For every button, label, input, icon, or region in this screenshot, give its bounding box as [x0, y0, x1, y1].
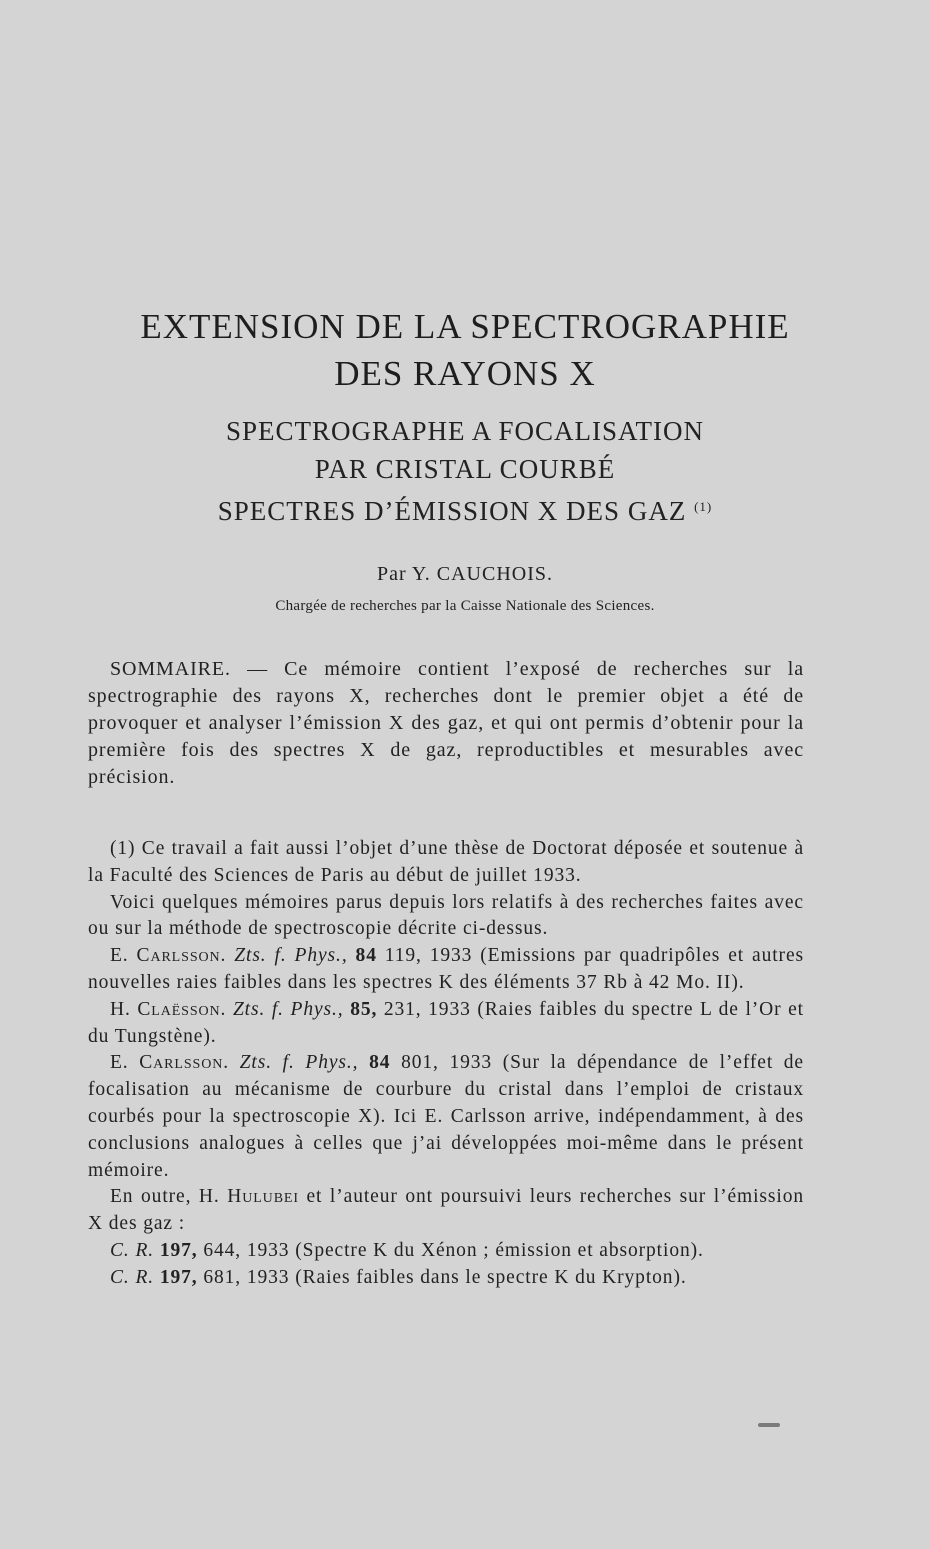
cr-volume: 197, [159, 1239, 198, 1261]
summary-paragraph: SOMMAIRE. — Ce mémoire contient l’exposé de recherches sur la spectrographie des rayons X, recherches dont le premier objet a été de provoquer et analyser l’émission X des gaz, et qui ont permis d’obtenir pour la première fois des spectres X de gaz, reproductibles et mesurables avec précision. [88, 658, 804, 788]
ref-volume: 84 [369, 1052, 391, 1074]
footnote-paragraph-1 [88, 836, 804, 890]
footnote-section [88, 836, 804, 1292]
p3-author: Hulubei [227, 1186, 299, 1208]
ref-details: 801, 1933 (Sur la dépendance de l’effet de focalisation au mécanisme de courbure du cristal dans l’emploi de cristaux courbés pour la spectroscopie X). Ici E. Carlsson arrive, indépendamment, à des conclusions analogues à celles que j’ai développées moi-même dans le présent mémoire. [88, 1052, 804, 1181]
p3-before: En outre, H. [110, 1186, 228, 1208]
summary-section [88, 656, 804, 791]
cr-volume: 197, [159, 1266, 198, 1288]
footnote-paragraph-3 [88, 1184, 804, 1238]
cr-details: 644, 1933 (Spectre K du Xénon ; émission et absorption). [197, 1239, 704, 1261]
title-line-2: DES RAYONS X [334, 354, 596, 393]
affiliation-line: Chargée de recherches par la Caisse Nationale des Sciences. [275, 598, 655, 614]
cr-journal: C. R. [110, 1239, 155, 1261]
ref-author: Carlsson. [139, 1052, 230, 1074]
reference-3 [88, 1050, 804, 1184]
reference-2 [88, 997, 804, 1051]
subtitle-line-3 [0, 490, 930, 528]
reference-1 [88, 943, 804, 997]
ref-volume: 85, [350, 998, 378, 1020]
ref-volume: 84 [355, 945, 377, 967]
cr-reference-2 [88, 1265, 804, 1292]
cr-reference-1 [88, 1238, 804, 1265]
title-line-1: EXTENSION DE LA SPECTROGRAPHIE [140, 307, 790, 346]
footnote-text-1: Ce travail a fait aussi l’objet d’une thèse de Doctorat déposée et soutenue à la Faculté des Sciences de Paris au début de juillet 1933. [88, 838, 804, 886]
ref-details: 231, 1933 (Raies faibles du spectre L de l’Or et du Tungstène). [88, 998, 804, 1047]
subtitle-line-1: SPECTROGRAPHE A FOCALISATION [225, 416, 705, 446]
ref-journal: Zts. f. Phys., [234, 945, 348, 967]
footnote-marker-ref: (1) [694, 499, 713, 514]
ref-prefix: H. [110, 998, 138, 1020]
subtitle-line-2: PAR CRISTAL COURBÉ [314, 454, 616, 484]
ref-details: 119, 1933 (Emissions par quadripôles et autres nouvelles raies faibles dans les spectres K des éléments 37 Rb à 42 Mo. II). [88, 945, 804, 993]
footnote-marker: (1) [110, 838, 136, 859]
subtitle-line-3-text: SPECTRES D’ÉMISSION X DES GAZ [217, 496, 687, 526]
ink-speck [758, 1423, 780, 1427]
ref-author: Carlsson. [136, 945, 227, 967]
ref-prefix: E. [110, 1052, 140, 1074]
ref-prefix: E. [110, 945, 137, 967]
ref-journal: Zts. f. Phys., [232, 998, 344, 1020]
footnote-paragraph-2: Voici quelques mémoires parus depuis lors relatifs à des recherches faites avec ou sur la méthode de spectroscopie décrite ci-dessus. [88, 891, 804, 940]
p3-after: et l’auteur ont poursuivi leurs recherches sur l’émission X des gaz : [88, 1186, 805, 1235]
cr-details: 681, 1933 (Raies faibles dans le spectre K du Krypton). [197, 1266, 687, 1288]
ref-journal: Zts. f. Phys., [239, 1052, 359, 1074]
author-line: Par Y. CAUCHOIS. [376, 563, 554, 585]
ref-author: Claësson. [137, 998, 227, 1020]
cr-journal: C. R. [110, 1266, 155, 1288]
